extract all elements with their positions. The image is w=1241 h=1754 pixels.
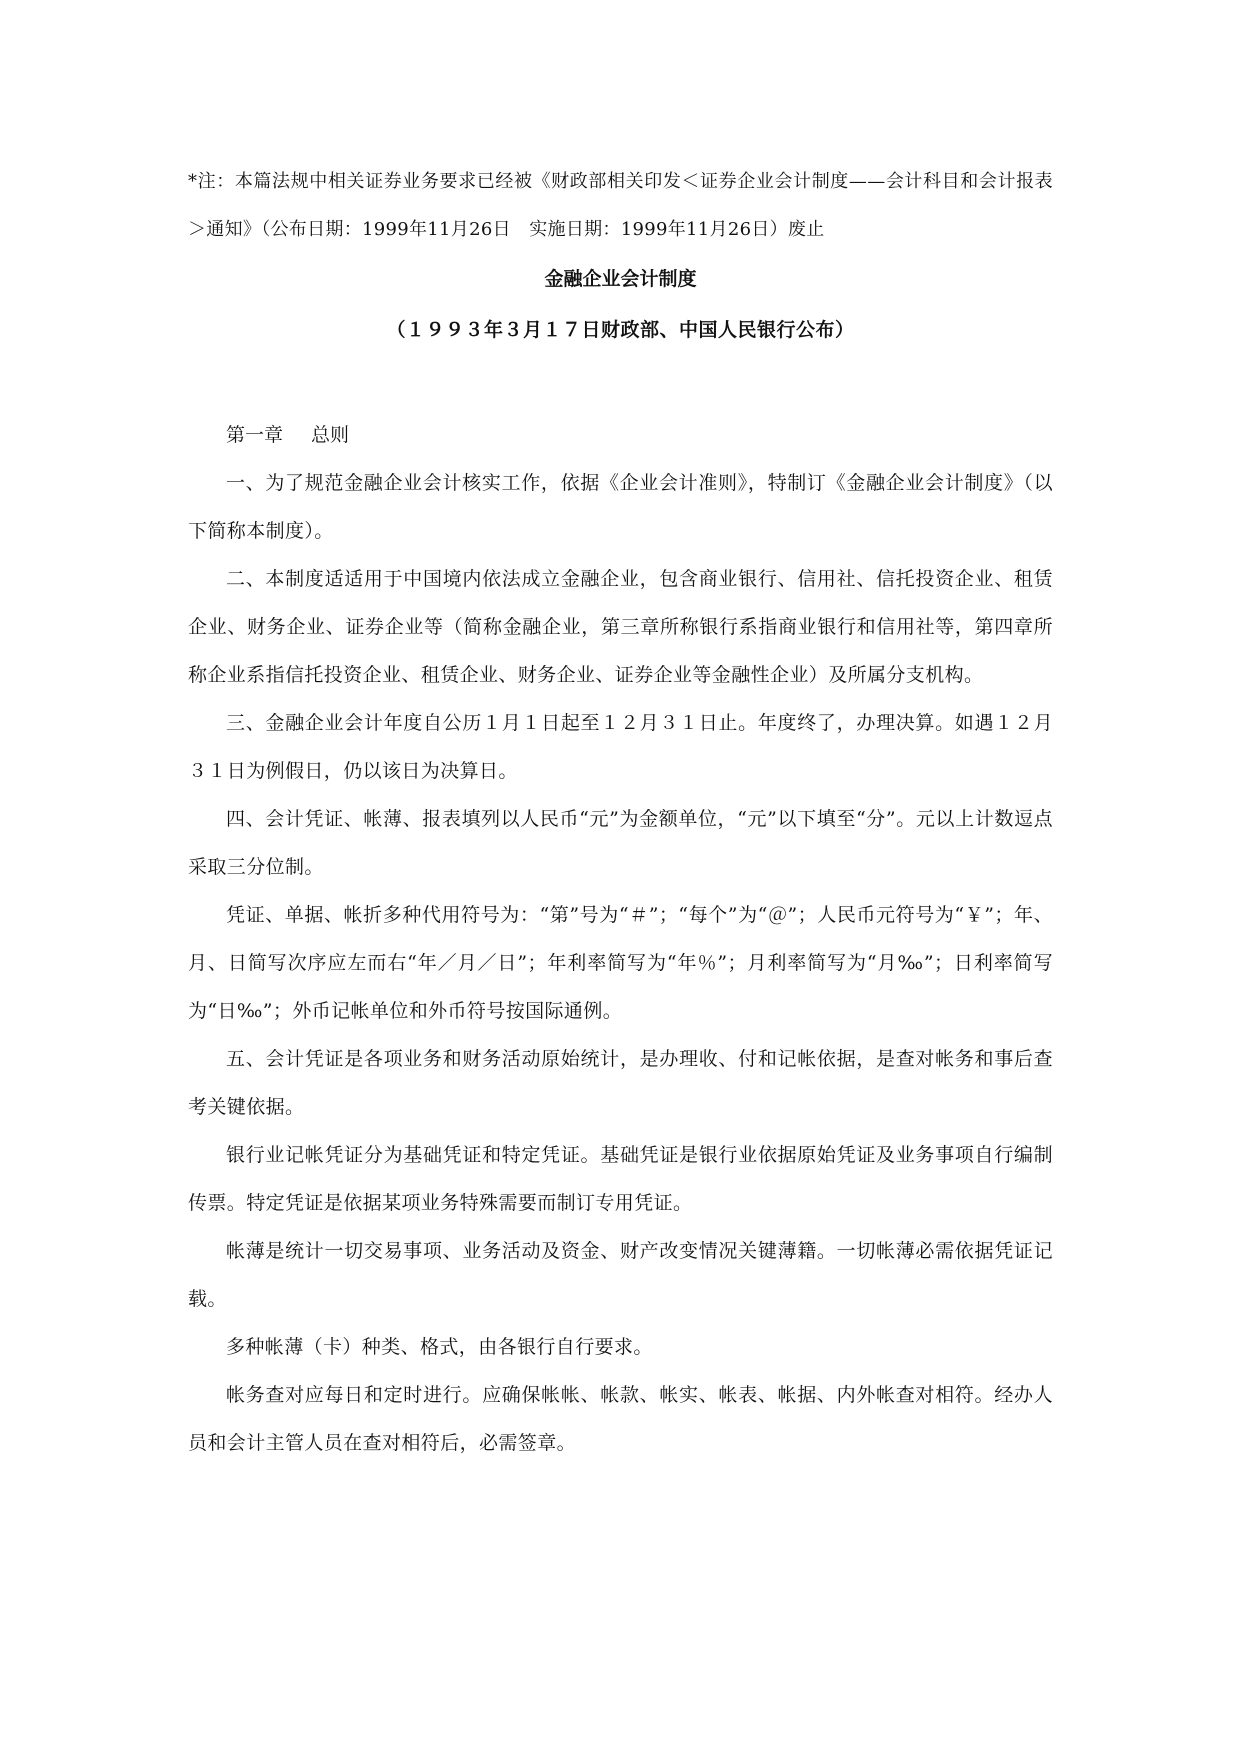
chapter-number: 第一章 (226, 424, 284, 446)
paragraph: 帐务查对应每日和定时进行。应确保帐帐、帐款、帐实、帐表、帐据、内外帐查对相符。经办人员和会计主管人员在查对相符后，必需签章。 (188, 1384, 1053, 1454)
repeal-note: *注：本篇法规中相关证券业务要求已经被《财政部相关印发＜证券企业会计制度——会计科目和会计报表＞通知》（公布日期：1999年11月26日 实施日期：1999年11月26日）废止 (188, 171, 1053, 240)
paragraph: 凭证、单据、帐折多种代用符号为：“第”号为“＃”；“每个”为“＠”；人民币元符号为“￥”；年、月、日简写次序应左而右“年／月／日”；年利率简写为“年％”；月利率简写为“月‰”；日利率简写为“日‰”；外币记帐单位和外币符号按国际通例。 (188, 904, 1053, 1022)
document-content (188, 158, 1053, 1467)
paragraph: 多种帐薄（卡）种类、格式，由各银行自行要求。 (226, 1336, 653, 1358)
document-title: 金融企业会计制度 (544, 268, 697, 290)
chapter-name: 总则 (311, 424, 350, 446)
chapter-heading (188, 411, 1053, 459)
document-subtitle: （１９９３年３月１７日财政部、中国人民银行公布） (386, 319, 855, 341)
paragraph: 三、金融企业会计年度自公历１月１日起至１２月３１日止。年度终了，办理决算。如遇１２月３１日为例假日，仍以该日为决算日。 (188, 712, 1053, 782)
paragraph: 银行业记帐凭证分为基础凭证和特定凭证。基础凭证是银行业依据原始凭证及业务事项自行编制传票。特定凭证是依据某项业务特殊需要而制订专用凭证。 (188, 1144, 1053, 1214)
paragraph: 二、本制度适适用于中国境内依法成立金融企业，包含商业银行、信用社、信托投资企业、租赁企业、财务企业、证券企业等（简称金融企业，第三章所称银行系指商业银行和信用社等，第四章所称企业系指信托投资企业、租赁企业、财务企业、证券企业等金融性企业）及所属分支机构。 (188, 568, 1053, 686)
paragraph: 五、会计凭证是各项业务和财务活动原始统计，是办理收、付和记帐依据，是查对帐务和事后查考关键依据。 (188, 1048, 1053, 1118)
document-body (188, 411, 1053, 1467)
paragraph: 一、为了规范金融企业会计核实工作，依据《企业会计准则》，特制订《金融企业会计制度》（以下简称本制度）。 (188, 472, 1053, 542)
paragraph: 四、会计凭证、帐薄、报表填列以人民币“元”为金额单位，“元”以下填至“分”。元以上计数逗点采取三分位制。 (188, 808, 1053, 878)
paragraph: 帐薄是统计一切交易事项、业务活动及资金、财产改变情况关键薄籍。一切帐薄必需依据凭证记载。 (188, 1240, 1053, 1310)
